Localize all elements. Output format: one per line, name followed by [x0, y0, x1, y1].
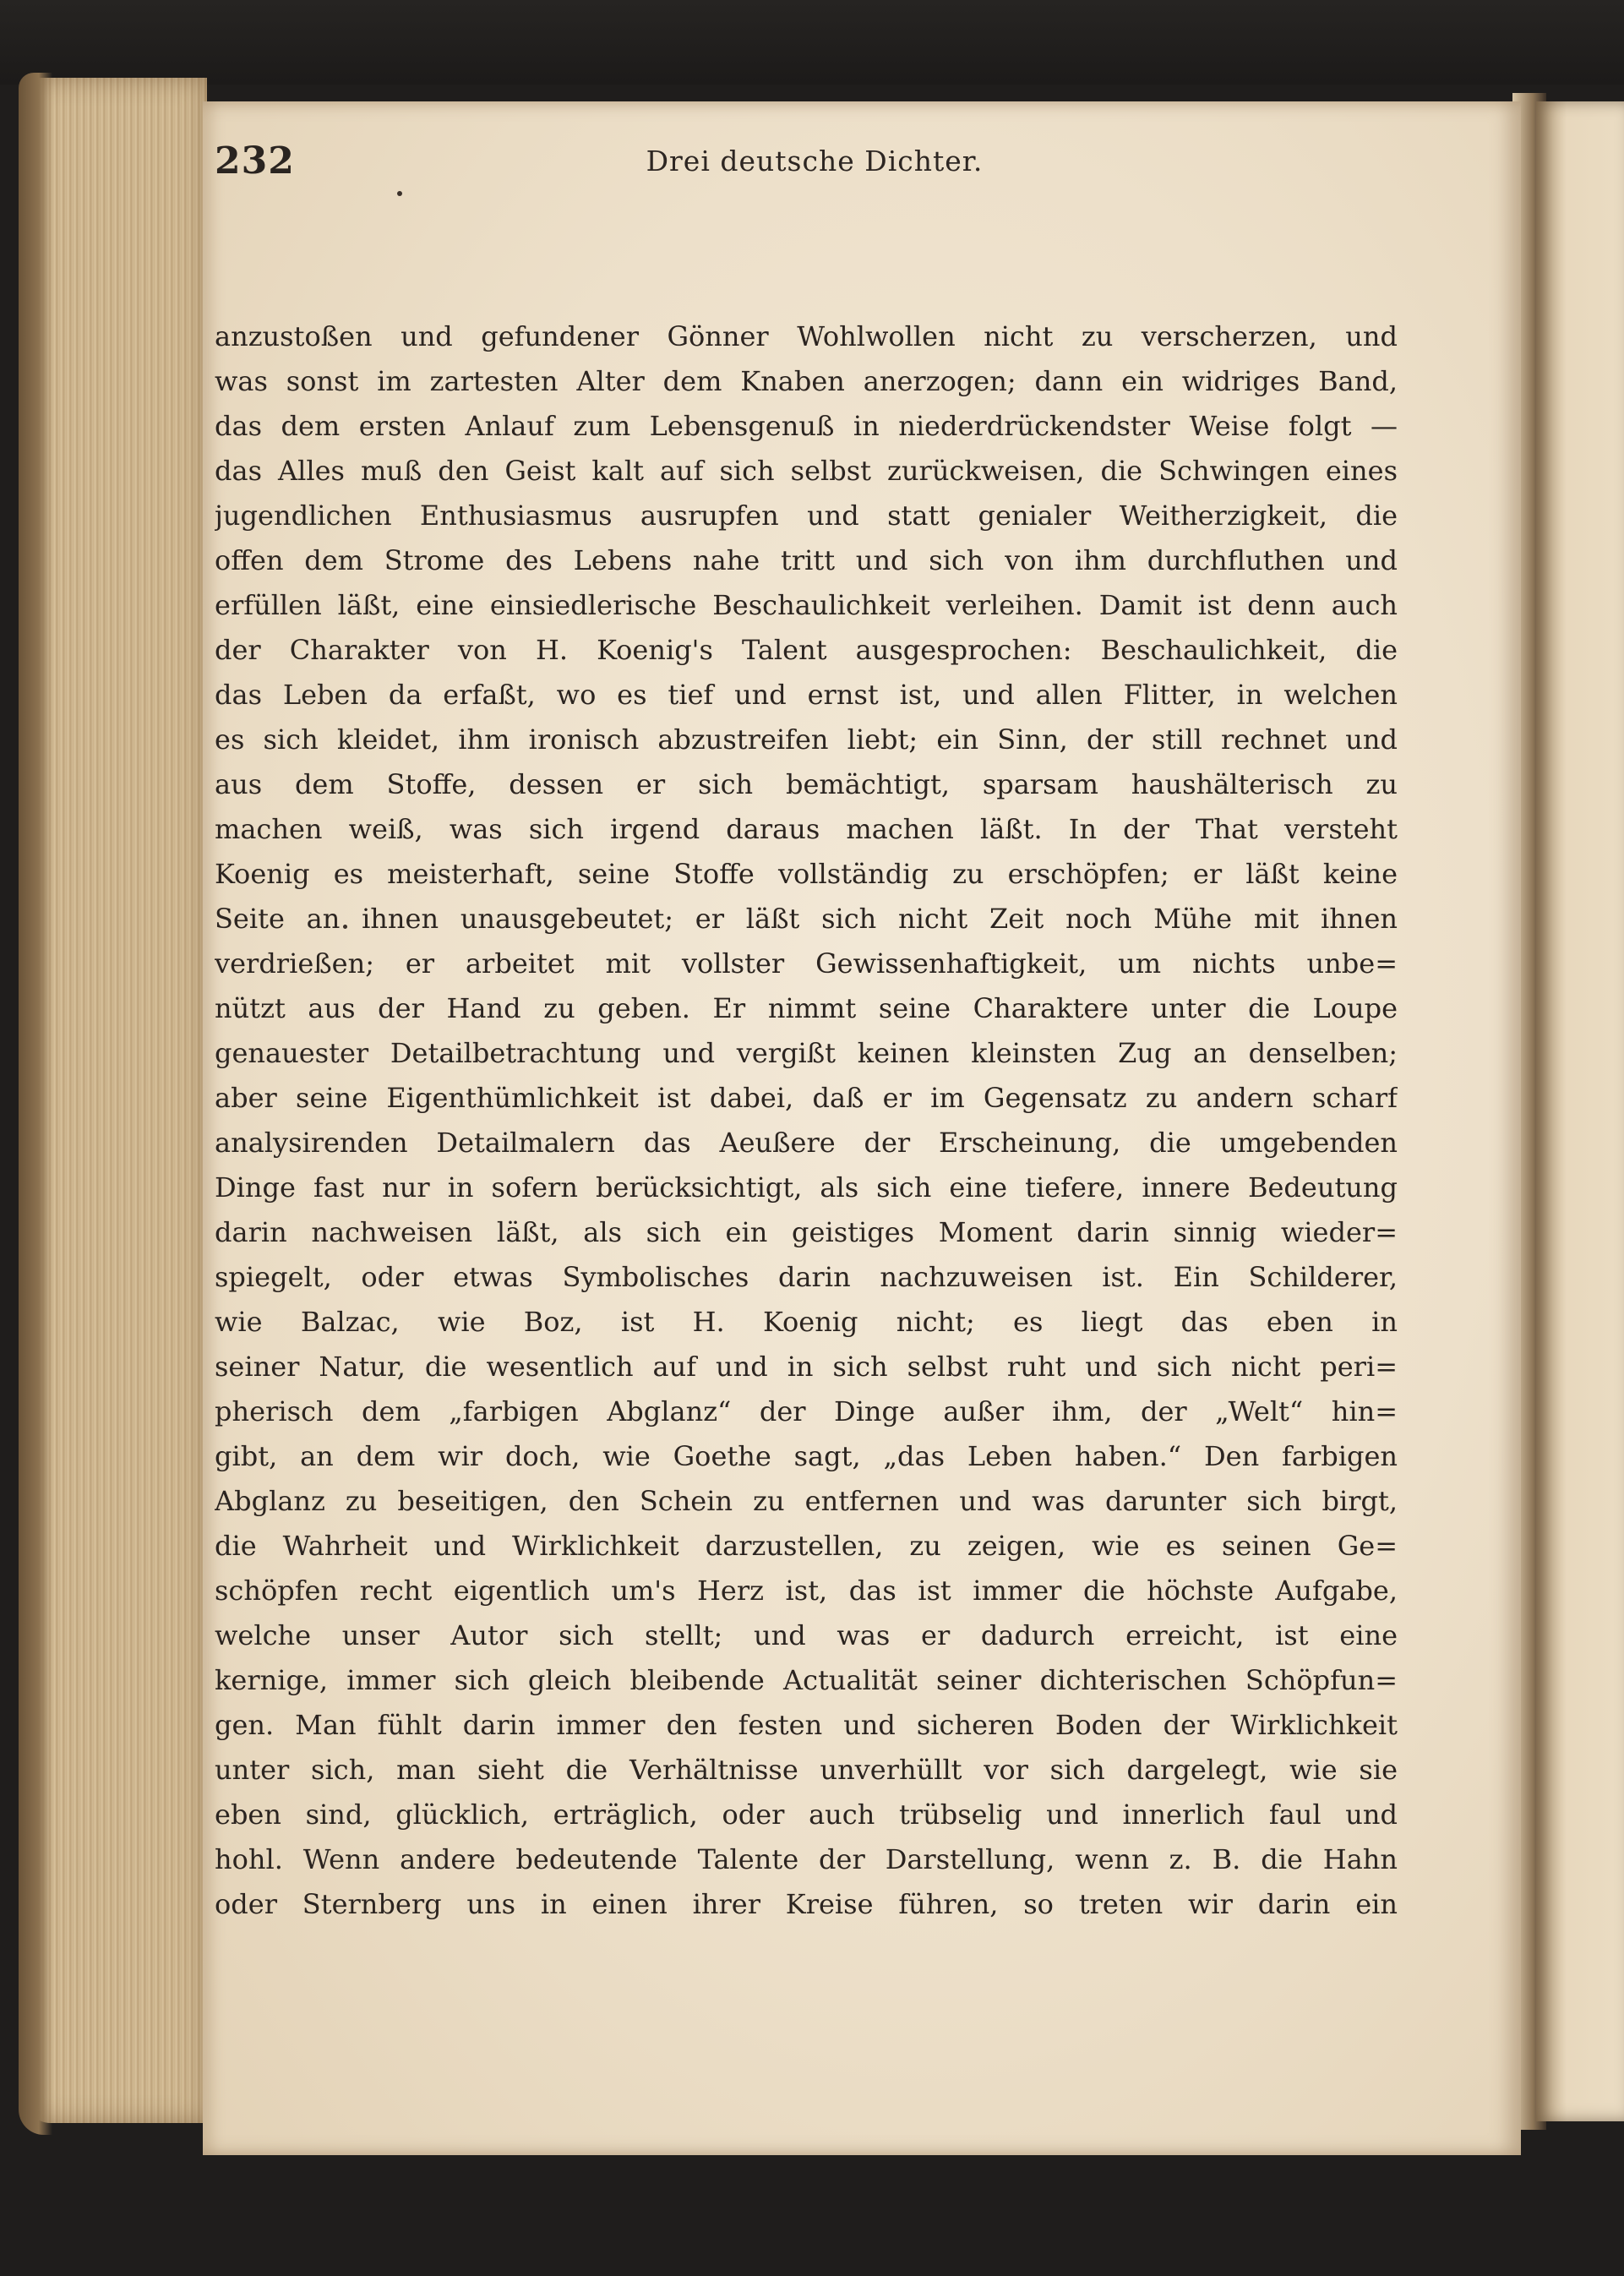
text-line: darin nachweisen läßt, als sich ein geistiges Moment darin sinnig wieder=: [215, 1216, 1398, 1248]
text-line: aus dem Stoffe, dessen er sich bemächtigt, sparsam haushälterisch zu: [215, 768, 1398, 800]
text-line: der Charakter von H. Koenig's Talent ausgesprochen: Beschaulichkeit, die: [215, 634, 1398, 666]
text-line: das Alles muß den Geist kalt auf sich selbst zurückweisen, die Schwingen eines: [215, 455, 1398, 487]
page-header: [215, 139, 1414, 199]
text-line: kernige, immer sich gleich bleibende Actualität seiner dichterischen Schöpfun=: [215, 1664, 1398, 1696]
text-line: offen dem Strome des Lebens nahe tritt und sich von ihm durchfluthen und: [215, 544, 1398, 576]
text-line: es sich kleidet, ihm ironisch abzustreifen liebt; ein Sinn, der still rechnet und: [215, 723, 1398, 756]
text-line: anzustoßen und gefundener Gönner Wohlwollen nicht zu verscherzen, und: [215, 320, 1398, 352]
page-number: 232: [215, 139, 295, 183]
text-line: analysirenden Detailmalern das Aeußere der Erscheinung, die umgebenden: [215, 1127, 1398, 1159]
text-line: unter sich, man sieht die Verhältnisse unverhüllt vor sich dargelegt, wie sie: [215, 1754, 1398, 1786]
text-line: machen weiß, was sich irgend daraus machen läßt. In der That versteht: [215, 813, 1398, 845]
text-line: Seite an ihnen unausgebeutet; er läßt sich nicht Zeit noch Mühe mit ihnen: [215, 903, 1398, 935]
text-line: seiner Natur, die wesentlich auf und in sich selbst ruht und sich nicht peri=: [215, 1351, 1398, 1383]
text-line: das Leben da erfaßt, wo es tief und ernst ist, und allen Flitter, in welchen: [215, 679, 1398, 711]
text-line: nützt aus der Hand zu geben. Er nimmt seine Charaktere unter die Loupe: [215, 992, 1398, 1024]
text-line: wie Balzac, wie Boz, ist H. Koenig nicht; es liegt das eben in: [215, 1306, 1398, 1338]
text-line: was sonst im zartesten Alter dem Knaben anerzogen; dann ein widriges Band,: [215, 365, 1398, 397]
text-line: genauester Detailbetrachtung und vergißt keinen kleinsten Zug an denselben;: [215, 1037, 1398, 1069]
text-line: verdrießen; er arbeitet mit vollster Gewissenhaftigkeit, um nichts unbe=: [215, 947, 1398, 980]
running-head: Drei deutsche Dichter.: [646, 145, 984, 177]
body-text: [215, 314, 1398, 1927]
text-line: Koenig es meisterhaft, seine Stoffe vollständig zu erschöpfen; er läßt keine: [215, 858, 1398, 890]
background-surface: [0, 0, 1624, 85]
text-line: hohl. Wenn andere bedeutende Talente der Darstellung, wenn z. B. die Hahn: [215, 1843, 1398, 1875]
text-line: pherisch dem „farbigen Abglanz“ der Dinge außer ihm, der „Welt“ hin=: [215, 1395, 1398, 1427]
text-line: spiegelt, oder etwas Symbolisches darin nachzuweisen ist. Ein Schilderer,: [215, 1261, 1398, 1293]
text-line: erfüllen läßt, eine einsiedlerische Beschaulichkeit verleihen. Damit ist denn auch: [215, 589, 1398, 621]
left-page-edges: [25, 78, 207, 2123]
text-line: Abglanz zu beseitigen, den Schein zu entfernen und was darunter sich birgt,: [215, 1485, 1398, 1517]
text-line: gen. Man fühlt darin immer den festen und sicheren Boden der Wirklichkeit: [215, 1709, 1398, 1741]
text-line: welche unser Autor sich stellt; und was er dadurch erreicht, ist eine: [215, 1619, 1398, 1651]
text-line: aber seine Eigenthümlichkeit ist dabei, daß er im Gegensatz zu andern scharf: [215, 1082, 1398, 1114]
text-line: die Wahrheit und Wirklichkeit darzustellen, zu zeigen, wie es seinen Ge=: [215, 1530, 1398, 1562]
text-line: Dinge fast nur in sofern berücksichtigt, als sich eine tiefere, innere Bedeutung: [215, 1171, 1398, 1203]
text-line: das dem ersten Anlauf zum Lebensgenuß in niederdrückendster Weise folgt —: [215, 410, 1398, 442]
text-line: jugendlichen Enthusiasmus ausrupfen und statt genialer Weitherzigkeit, die: [215, 499, 1398, 532]
text-line: eben sind, glücklich, erträglich, oder auch trübselig und innerlich faul und: [215, 1798, 1398, 1831]
text-line: gibt, an dem wir doch, wie Goethe sagt, „das Leben haben.“ Den farbigen: [215, 1440, 1398, 1472]
text-line: oder Sternberg uns in einen ihrer Kreise führen, so treten wir darin ein: [215, 1888, 1398, 1920]
text-line: schöpfen recht eigentlich um's Herz ist, das ist immer die höchste Aufgabe,: [215, 1575, 1398, 1607]
right-page-edge: [1536, 101, 1624, 2121]
